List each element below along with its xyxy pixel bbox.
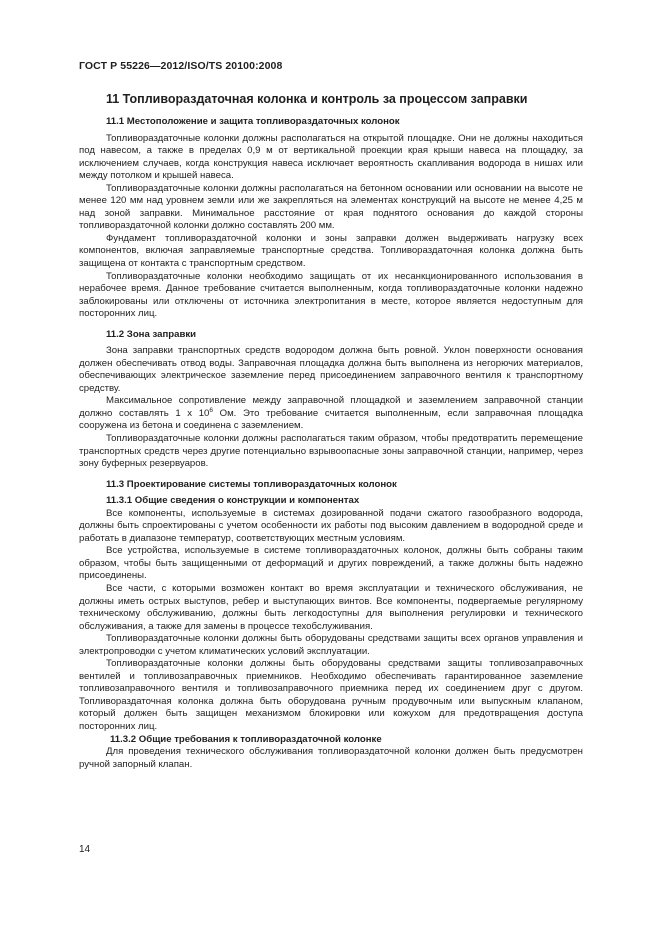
paragraph: Топливораздаточные колонки должны располагаться на открытой площадке. Они не должны находиться под навесом, а также в пределах 0,9 м от вертикальной проекции края крыши навеса на площадку, за исключением случаев, когда конструкция навеса исключает вероятность скапливания водорода в нишах или между потолком и крышей навеса. <box>79 132 583 182</box>
paragraph-text: Максимальное сопротивление между заправочной площадкой и заземлением заправочной станции должно составлять 1 х 10 <box>79 395 583 419</box>
paragraph-text: Ом. Это требование считается выполненным, если заправочная площадка сооружена из бетона и соединена с заземлением. <box>79 407 583 432</box>
paragraph: Топливораздаточные колонки должны располагаться на бетонном основании или основании на высоте не менее 120 мм над уровнем земли или же закрепляться на элементах конструкций на высоте не менее 4,25 м над зоной заправки. Минимальное расстояние от края поднятого основания до каждой стороны топливораздаточной колонки должно составлять 200 мм. <box>79 182 583 232</box>
section-11-3-2-heading: 11.3.2 Общие требования к топливораздаточной колонке <box>110 733 382 745</box>
section-title: 11 Топливораздаточная колонка и контроль за процессом заправки <box>106 92 528 106</box>
section-11-3-heading: 11.3 Проектирование системы топливораздаточных колонок <box>106 478 397 490</box>
paragraph: Топливораздаточные колонки необходимо защищать от их несанкционированного использования в нерабочее время. Данное требование считается выполненным, когда топливораздаточные колонки надежно заблокированы или отключены от источника электропитания в месте, которое является недоступным для посторонних лиц. <box>79 270 583 320</box>
document-body <box>79 92 583 771</box>
paragraph: Все части, с которыми возможен контакт во время эксплуатации и технического обслуживания, не должны иметь острых выступов, ребер и выступающих винтов. Все компоненты, подвергаемые регулярному техническому обслуживанию, должны быть легкодоступны для выполнения регулировки и технического обслуживания, а также для замены в процессе техобслуживания. <box>79 582 583 632</box>
paragraph: Фундамент топливораздаточной колонки и зоны заправки должен выдерживать нагрузку всех компонентов, включая заправляемые транспортные средства. Топливораздаточная колонка должна быть защищена от контакта с транспортным средством. <box>79 232 583 269</box>
paragraph <box>79 395 583 433</box>
paragraph: Топливораздаточные колонки должны быть оборудованы средствами защиты топливозаправочных вентилей и топливозаправочных приемников. Необходимо обеспечивать гарантированное заземление топливозаправочного вентиля и топливозаправочного приемника перед их соединением друг с другом. Топливораздаточная колонка должна быть оборудована ручным продувочным или выпускным клапаном, который должен быть защищен механизмом блокировки или кожухом для предотвращения доступа посторонних лиц. <box>79 658 583 732</box>
section-11-3-1-heading: 11.3.1 Общие сведения о конструкции и компонентах <box>106 495 360 507</box>
section-11-3 <box>79 479 583 771</box>
section-11-1-heading: 11.1 Местоположение и защита топливораздаточных колонок <box>106 116 400 127</box>
page-number: 14 <box>79 844 91 855</box>
paragraph: Все устройства, используемые в системе топливораздаточных колонок, должны быть собраны таким образом, чтобы быть защищенными от деформаций и других повреждений, а также должны быть надежно присоединены. <box>79 545 583 582</box>
paragraph: Топливораздаточные колонки должны располагаться таким образом, чтобы предотвратить перемещение транспортных средств через другие потенциально взрывоопасные зоны заправочной станции, например, через зону буферных резервуаров. <box>79 433 583 470</box>
section-11-2-heading: 11.2 Зона заправки <box>106 328 197 340</box>
section-11-2 <box>79 329 583 471</box>
superscript: 6 <box>209 406 213 414</box>
document-header: ГОСТ Р 55226—2012/ISO/TS 20100:2008 <box>79 60 283 72</box>
paragraph: Топливораздаточные колонки должны быть оборудованы средствами защиты всех органов управления и электропроводки с учетом климатических условий эксплуатации. <box>79 633 583 657</box>
paragraph: Для проведения технического обслуживания топливораздаточной колонки должен быть предусмотрен ручной запорный клапан. <box>79 746 583 770</box>
paragraph: Все компоненты, используемые в системах дозированной подачи сжатого газообразного водорода, должны быть спроектированы с учетом особенности их работы под высоким давлением в водородной среде и работать в диапазоне температур, соответствующих местным условиям. <box>79 507 583 544</box>
paragraph: Зона заправки транспортных средств водородом должна быть ровной. Уклон поверхности основания должен обеспечивать отвод воды. Заправочная площадка должна быть выполнена из негорючих материалов, обеспечивающих электрическое заземление перед присоединением заправочного вентиля к транспортному средству. <box>79 345 583 394</box>
